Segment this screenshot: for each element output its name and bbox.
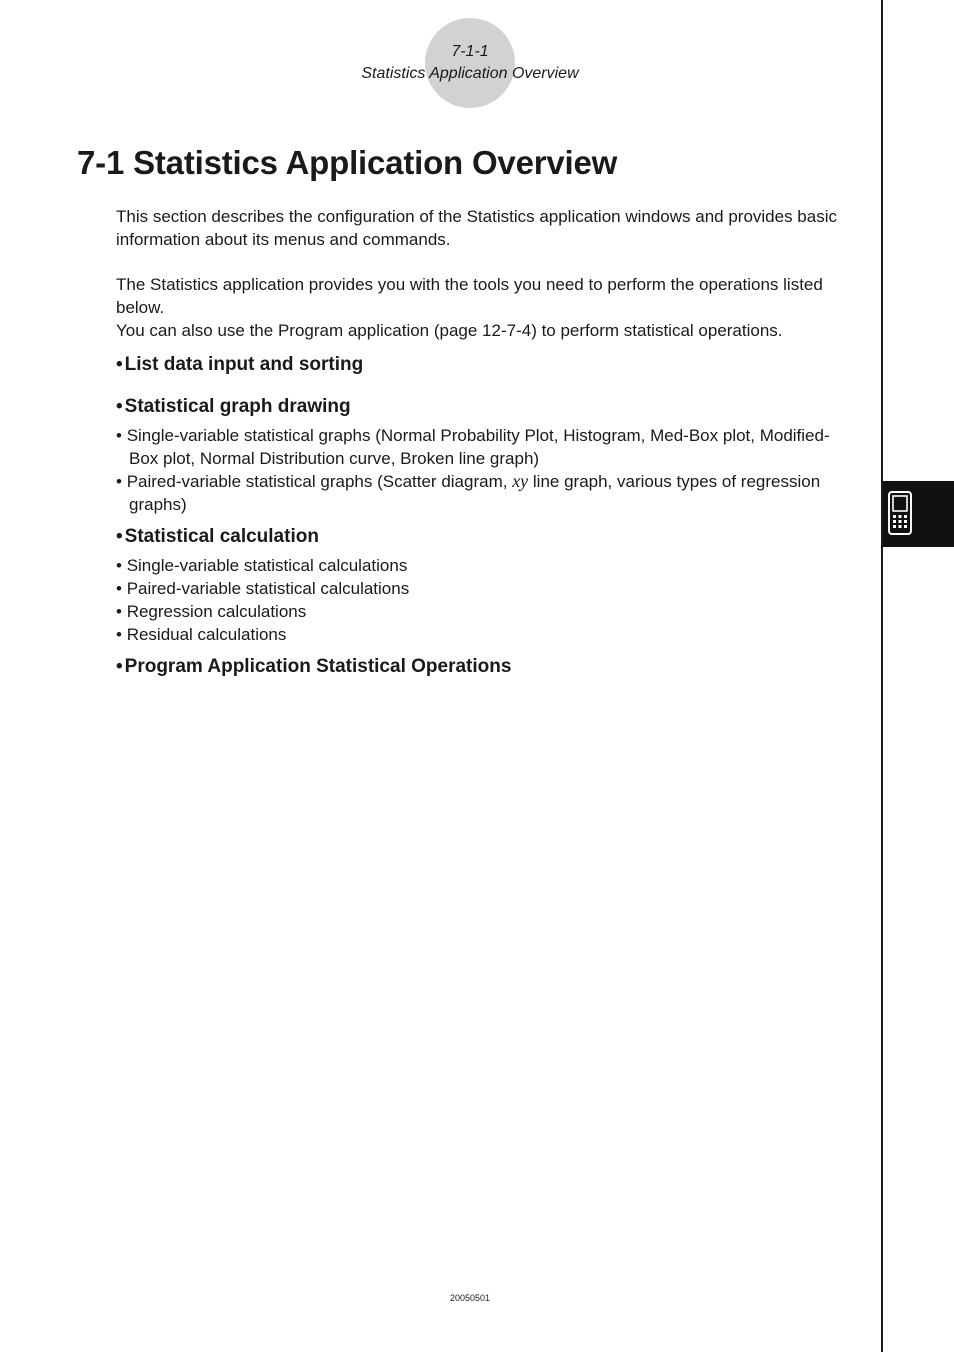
section-title-text: Program Application Statistical Operations <box>124 656 512 677</box>
list-item: • Paired-variable statistical calculations <box>116 579 410 598</box>
margin-rule <box>881 0 883 1352</box>
bullet-icon: • <box>116 354 123 375</box>
list-item: • Paired-variable statistical graphs (Scatter diagram, xy line graph, various types of regression graphs) <box>116 471 821 514</box>
section-title-text: List data input and sorting <box>124 354 364 375</box>
calculator-icon <box>887 491 913 535</box>
intro-paragraph-2: The Statistics application provides you with the tools you need to perform the operations listed below. <box>116 275 823 317</box>
main-content <box>116 205 856 680</box>
bullet-icon: • <box>116 656 123 677</box>
bullet-icon: • <box>116 396 123 417</box>
xy-italic: xy <box>512 471 529 491</box>
section-title-text: Statistical graph drawing <box>124 396 351 417</box>
page-number-circle <box>425 18 515 108</box>
calc-items-list <box>116 554 856 646</box>
section-heading: 7-1 Statistics Application Overview <box>77 144 618 181</box>
list-item: • Residual calculations <box>116 625 287 644</box>
footer-code: 20050501 <box>449 1293 491 1303</box>
list-item: • Single-variable statistical calculations <box>116 556 408 575</box>
graph-items-list <box>116 424 856 516</box>
bullet-icon: • <box>116 526 123 547</box>
list-item: • Regression calculations <box>116 602 307 621</box>
chapter-tab <box>883 481 954 547</box>
intro-paragraph-3: You can also use the Program application (page 12-7-4) to perform statistical operations. <box>116 321 783 340</box>
page-number: 7-1-1 <box>451 43 489 60</box>
list-item: • Single-variable statistical graphs (Normal Probability Plot, Histogram, Med-Box plot, Modified-Box plot, Normal Distribution curve, Broken line graph) <box>116 426 830 468</box>
section-program-title <box>116 654 856 680</box>
running-title: Statistics Application Overview <box>361 65 579 82</box>
section-graph-title <box>116 394 856 420</box>
section-list-data-title <box>116 352 856 378</box>
intro-paragraph-1: This section describes the configuration of the Statistics application windows and provides basic information about its menus and commands. <box>116 207 837 249</box>
section-calc-title <box>116 524 856 550</box>
section-title-text: Statistical calculation <box>124 526 319 547</box>
